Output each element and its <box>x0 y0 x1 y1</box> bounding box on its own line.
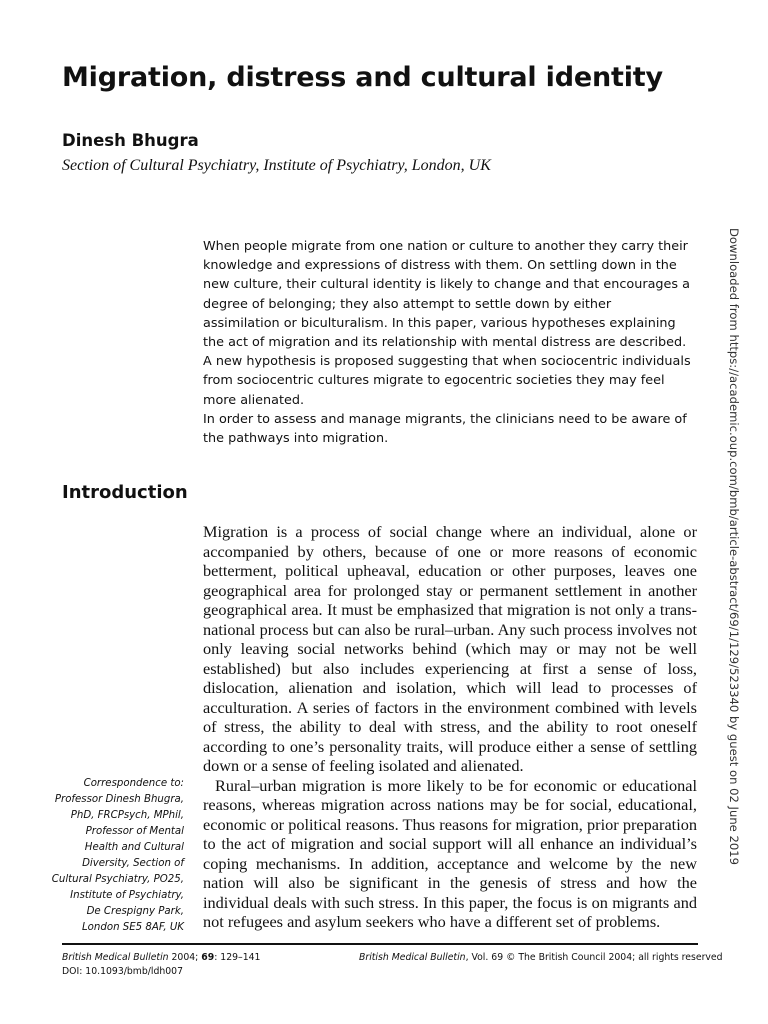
correspondence-line: De Crespigny Park, <box>86 906 184 917</box>
abstract <box>203 237 691 448</box>
correspondence-line: London SE5 8AF, UK <box>82 922 184 933</box>
correspondence-line: Health and Cultural <box>84 842 184 853</box>
correspondence-note <box>40 776 184 936</box>
correspondence-line: Professor Dinesh Bhugra, <box>54 794 184 805</box>
volume-number: 69 <box>201 952 215 963</box>
footer-copyright <box>359 951 723 965</box>
citation-year: 2004; <box>168 952 202 963</box>
correspondence-line: Cultural Psychiatry, PO25, <box>51 874 184 885</box>
abstract-paragraph: In order to assess and manage migrants, the clinicians need to be aware of the pathways into migration. <box>203 411 687 447</box>
author-affiliation: Section of Cultural Psychiatry, Institute of Psychiatry, London, UK <box>62 157 491 174</box>
doi: DOI: 10.1093/bmb/ldh007 <box>62 965 183 977</box>
citation-line <box>62 951 260 965</box>
footer-citation <box>62 951 260 978</box>
journal-name: British Medical Bulletin <box>62 952 169 963</box>
correspondence-line: PhD, FRCPsych, MPhil, <box>70 810 184 821</box>
download-watermark: Downloaded from https://academic.oup.com/bmb/article-abstract/69/1/129/523340 by guest on 02 June 2019 <box>727 228 741 865</box>
author-name: Dinesh Bhugra <box>62 131 199 150</box>
body-paragraph: Rural–urban migration is more likely to be for economic or educational reasons, whereas migration across nations may be for social, educational, economic or political reasons. Thus reasons for migration, prior preparation to the act of migration and social support will all enhance an individual’s coping mechanisms. In addition, acceptance and welcome by the new nation will also be significant in the genesis of stress and how the individual deals with such stress. In this paper, the focus is on migrants and not refugees and asylum seekers who have a different set of problems. <box>203 775 697 931</box>
copyright-text: , Vol. 69 © The British Council 2004; all rights reserved <box>465 952 723 963</box>
correspondence-line: Correspondence to: <box>83 778 184 789</box>
footer-divider <box>62 943 698 945</box>
correspondence-line: Diversity, Section of <box>82 858 184 869</box>
correspondence-line: Professor of Mental <box>85 826 184 837</box>
page-range: : 129–141 <box>214 952 261 963</box>
section-heading-introduction: Introduction <box>62 482 188 503</box>
abstract-paragraph: When people migrate from one nation or culture to another they carry their knowledge and expressions of distress with them. On settling down in the new culture, their cultural identity is likely to change and that encourages a degree of belonging; they also attempt to settle down by either assimilation or biculturalism. In this paper, various hypotheses explaining the act of migration and its relationship with mental distress are described. A new hypothesis is proposed suggesting that when sociocentric individuals from sociocentric cultures migrate to egocentric societies they may feel more alienated. <box>203 239 691 408</box>
introduction-body <box>203 522 697 932</box>
article-title: Migration, distress and cultural identity <box>62 62 663 93</box>
journal-name-right: British Medical Bulletin <box>359 952 466 963</box>
body-paragraph: Migration is a process of social change where an individual, alone or accompanied by others, because of one or more reasons of economic betterment, political upheaval, education or other purposes, leaves one geographical area for prolonged stay or permanent settlement in another geographical area. It must be emphasized that migration is not only a trans-national process but can also be rural–urban. Any such process involves not only leaving social networks behind (which may or may not be well established) but also includes experiencing at first a sense of loss, dislocation, alienation and isolation, which will lead to processes of acculturation. A series of factors in the environment combined with levels of stress, the ability to deal with stress, and the ability to root oneself according to one’s personality traits, will produce either a sense of settling down or a sense of feeling isolated and alienated. <box>203 522 697 775</box>
correspondence-line: Institute of Psychiatry, <box>70 890 184 901</box>
